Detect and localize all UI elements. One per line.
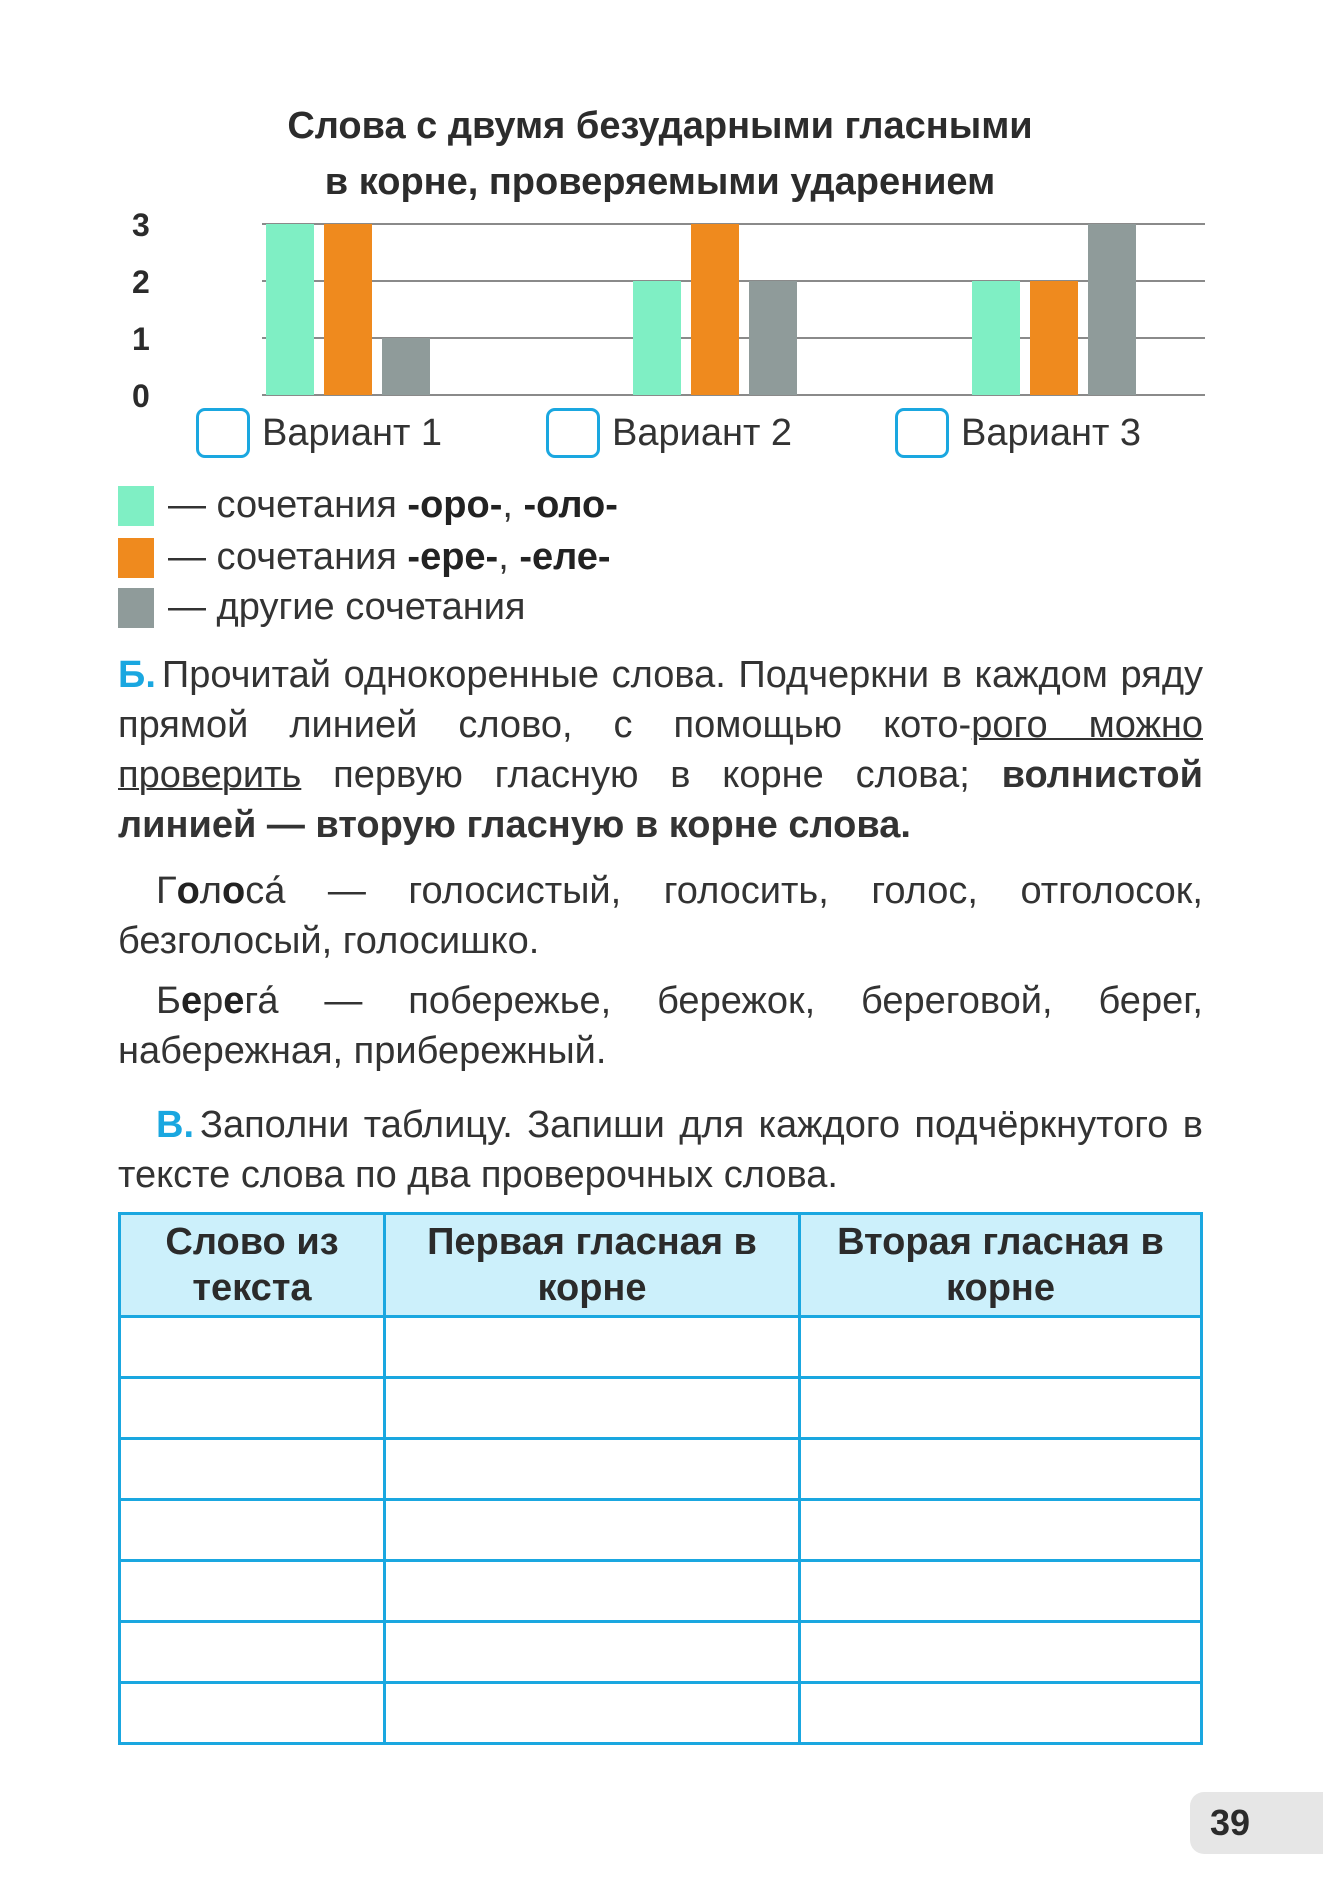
bar-1-series-2: [324, 224, 372, 395]
table-row: [120, 1561, 1202, 1622]
legend-item-other: [118, 586, 526, 629]
table-cell[interactable]: [800, 1622, 1202, 1683]
task-v-text: Заполни таблицу. Запиши для каждого подчёркнутого в тексте слова по два проверочных слова.: [118, 1104, 1203, 1196]
variant-1-checkbox[interactable]: [196, 408, 250, 458]
table-header-word: Слово из текста: [120, 1214, 385, 1317]
variant-3-text: Вариант 3: [961, 411, 1142, 454]
table-cell[interactable]: [385, 1378, 800, 1439]
table-cell[interactable]: [800, 1317, 1202, 1378]
table-cell[interactable]: [800, 1378, 1202, 1439]
variant-2-checkbox[interactable]: [546, 408, 600, 458]
y-tick-label: 1: [132, 321, 150, 357]
table-row: [120, 1378, 1202, 1439]
legend-swatch-orange: [118, 538, 154, 578]
bar-3-series-2: [1030, 281, 1078, 395]
table-row: [120, 1439, 1202, 1500]
row-head: Голоса́: [156, 870, 286, 912]
y-tick-label: 0: [132, 378, 150, 414]
bar-chart: [0, 0, 1323, 420]
variant-1-text: Вариант 1: [262, 411, 443, 454]
word-row-berega: [118, 976, 1203, 1076]
bar-2-series-2: [691, 224, 739, 395]
table-row: [120, 1500, 1202, 1561]
chart-y-ticks: [132, 207, 150, 414]
table-cell[interactable]: [385, 1561, 800, 1622]
y-tick-label: 3: [132, 207, 150, 243]
table-cell[interactable]: [120, 1561, 385, 1622]
answer-table: [118, 1212, 1203, 1745]
legend-text: — сочетания -оро-, -оло-: [168, 484, 618, 526]
table-row: [120, 1622, 1202, 1683]
task-b-text-3: первую гласную в корне слова;: [301, 754, 970, 796]
bar-2-series-3: [749, 281, 797, 395]
y-tick-label: 2: [132, 264, 150, 300]
bar-1-series-3: [382, 338, 430, 395]
task-b-underlined: рого можно проверить: [118, 704, 1203, 796]
table-row: [120, 1683, 1202, 1744]
table-header-second-vowel: Вторая гласная в корне: [800, 1214, 1202, 1317]
table-cell[interactable]: [120, 1439, 385, 1500]
table-row: [120, 1317, 1202, 1378]
legend-item-ere: [118, 536, 611, 579]
legend-text: — сочетания -ере-, -еле-: [168, 536, 611, 578]
bar-3-series-1: [972, 281, 1020, 395]
table-cell[interactable]: [385, 1683, 800, 1744]
table-cell[interactable]: [800, 1500, 1202, 1561]
table-cell[interactable]: [800, 1561, 1202, 1622]
chart-title-line-2: в корне, проверяемыми ударением: [324, 161, 996, 203]
variant-3-checkbox[interactable]: [895, 408, 949, 458]
bar-3-series-3: [1088, 224, 1136, 395]
bar-1-series-1: [266, 224, 314, 395]
table-header-first-vowel: Первая гласная в корне: [385, 1214, 800, 1317]
chart-title-line-1: Слова с двумя безударными гласными: [287, 105, 1033, 147]
page-number: 39: [1190, 1792, 1323, 1854]
variant-1-label[interactable]: [196, 408, 442, 458]
task-b-paragraph: [118, 650, 1203, 850]
variant-3-label[interactable]: [895, 408, 1141, 458]
table-cell[interactable]: [120, 1317, 385, 1378]
task-b-bold: волнистой линией — вторую гласную в корне слова.: [118, 754, 1203, 846]
task-v-paragraph: [118, 1100, 1203, 1200]
table-cell[interactable]: [120, 1500, 385, 1561]
legend-item-oro: [118, 484, 618, 527]
table-cell[interactable]: [120, 1378, 385, 1439]
table-cell[interactable]: [120, 1683, 385, 1744]
table-cell[interactable]: [800, 1683, 1202, 1744]
table-cell[interactable]: [120, 1622, 385, 1683]
variant-2-text: Вариант 2: [612, 411, 793, 454]
table-cell[interactable]: [385, 1439, 800, 1500]
table-body: [120, 1317, 1202, 1744]
bar-2-series-1: [633, 281, 681, 395]
chart-bars: [266, 224, 1136, 395]
table-cell[interactable]: [385, 1622, 800, 1683]
table-header-row: [120, 1214, 1202, 1317]
legend-text: — другие сочетания: [168, 586, 526, 628]
table-cell[interactable]: [385, 1500, 800, 1561]
variant-2-label[interactable]: [546, 408, 792, 458]
legend-swatch-green: [118, 486, 154, 526]
task-v-letter: В.: [156, 1104, 194, 1146]
word-row-golosa: [118, 866, 1203, 966]
table-cell[interactable]: [385, 1317, 800, 1378]
table-cell[interactable]: [800, 1439, 1202, 1500]
legend-swatch-gray: [118, 588, 154, 628]
row-head: Берега́: [156, 980, 279, 1022]
task-b-text-1: Прочитай однокоренные слова. Подчеркни в каждом ряду прямой линией слово, с помощью кото-: [118, 654, 1203, 746]
row-rest: — голосистый, голосить, голос, отголосок, безголосый, голосишко.: [118, 870, 1203, 962]
row-rest: — побережье, бережок, береговой, берег, набережная, прибережный.: [118, 980, 1203, 1072]
task-b-letter: Б.: [118, 654, 156, 696]
